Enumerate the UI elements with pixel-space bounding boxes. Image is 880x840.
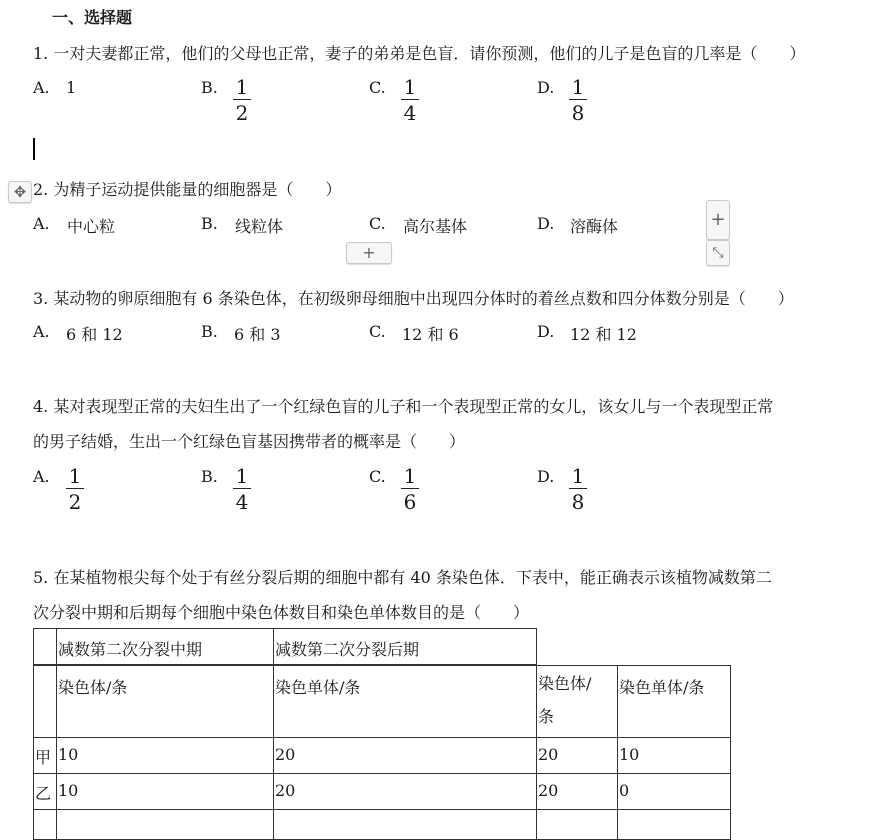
q2-option-a-text: 中心粒: [67, 217, 116, 236]
q4-option-b-fraction: [232, 465, 252, 513]
table-subheader-chromatid-mid: 染色单体/条: [274, 666, 537, 738]
q1-option-c-letter: C.: [369, 78, 386, 97]
q1-option-b-fraction: [232, 76, 252, 124]
q3-option-b-text: 6 和 3: [234, 325, 281, 344]
table-row: [34, 738, 731, 774]
table-row: [34, 774, 731, 810]
fraction-bar: [569, 488, 587, 489]
text-cursor: [33, 138, 35, 160]
fraction-numerator: 1: [235, 75, 249, 99]
q4-option-d-fraction: [568, 465, 588, 513]
question-4-stem-line-2: 的男子结婚，生出一个红绿色盲基因携带者的概率是（ ）: [33, 432, 466, 451]
q1-option-b-letter: B.: [201, 78, 218, 97]
fraction-denominator: 8: [571, 490, 585, 514]
move-handle-icon[interactable]: ✥: [8, 181, 32, 203]
cell-value: [57, 810, 274, 840]
table-label-cell: [34, 666, 57, 738]
fraction-numerator: 1: [403, 464, 417, 488]
add-column-button[interactable]: +: [706, 200, 730, 240]
fraction-denominator: 6: [403, 490, 417, 514]
fraction-denominator: 2: [68, 490, 82, 514]
table-row: [34, 810, 731, 840]
fraction-denominator: 2: [235, 101, 249, 125]
q1-option-d-letter: D.: [537, 78, 555, 97]
cell-value: 10: [57, 774, 274, 810]
subheader-line-2: 条: [538, 707, 555, 726]
fraction-numerator: 1: [235, 464, 249, 488]
cell-value: 20: [537, 774, 618, 810]
table-subheader-chromatid-late: 染色单体/条: [618, 666, 731, 738]
cell-value: [274, 810, 537, 840]
q3-option-a-text: 6 和 12: [66, 325, 123, 344]
fraction-denominator: 4: [403, 101, 417, 125]
row-label: 乙: [34, 774, 57, 810]
subheader-line-1: 染色体/: [538, 674, 592, 693]
fraction-denominator: 8: [571, 101, 585, 125]
q4-option-b-letter: B.: [201, 467, 218, 486]
cell-value: [618, 810, 731, 840]
fraction-numerator: 1: [571, 464, 585, 488]
q2-option-d-text: 溶酶体: [570, 217, 619, 236]
table-header-mid-phase: 减数第二次分裂中期: [57, 629, 274, 665]
q1-option-a-value: 1: [66, 78, 77, 97]
cell-value: 20: [537, 738, 618, 774]
fraction-numerator: 1: [571, 75, 585, 99]
question-1-stem: 1. 一对夫妻都正常，他们的父母也正常，妻子的弟弟是色盲．请你预测，他们的儿子是色盲的几率是（ ）: [33, 44, 806, 63]
table-subheader-chromosome-mid: 染色体/条: [57, 666, 274, 738]
fraction-bar: [569, 99, 587, 100]
add-row-button[interactable]: +: [346, 242, 392, 264]
q4-option-d-letter: D.: [537, 467, 555, 486]
cell-value: 20: [274, 774, 537, 810]
cell-value: 0: [618, 774, 731, 810]
question-2-stem: 2. 为精子运动提供能量的细胞器是（ ）: [33, 180, 342, 199]
cell-value: 10: [618, 738, 731, 774]
q3-option-b-letter: B.: [201, 322, 218, 341]
cell-value: [537, 810, 618, 840]
section-title: 一、选择题: [52, 8, 133, 27]
question-5-stem-line-1: 5. 在某植物根尖每个处于有丝分裂后期的细胞中都有 40 条染色体．下表中，能正确表示该植物减数第二: [33, 568, 772, 587]
row-label: [34, 810, 57, 840]
cell-value: 20: [274, 738, 537, 774]
question-3-stem: 3. 某动物的卵原细胞有 6 条染色体，在初级卵母细胞中出现四分体时的着丝点数和四分体数分别是（ ）: [33, 289, 794, 308]
q3-option-c-text: 12 和 6: [402, 325, 459, 344]
q2-option-b-letter: B.: [201, 214, 218, 233]
fraction-bar: [233, 488, 251, 489]
question-5-stem-line-2: 次分裂中期和后期每个细胞中染色体数目和染色单体数目的是（ ）: [33, 603, 530, 622]
q2-option-b-text: 线粒体: [235, 217, 284, 236]
q4-option-c-letter: C.: [369, 467, 386, 486]
q2-option-c-letter: C.: [369, 214, 386, 233]
q3-option-d-letter: D.: [537, 322, 555, 341]
resize-table-icon[interactable]: ⤡: [706, 240, 730, 266]
table-header-late-phase: 减数第二次分裂后期: [274, 629, 537, 665]
fraction-numerator: 1: [403, 75, 417, 99]
q1-option-a-letter: A.: [33, 78, 50, 97]
q2-option-a-letter: A.: [33, 214, 50, 233]
q4-option-c-fraction: [400, 465, 420, 513]
question-4-stem-line-1: 4. 某对表现型正常的夫妇生出了一个红绿色盲的儿子和一个表现型正常的女儿，该女儿与一个表现型正常: [33, 397, 774, 416]
q2-option-c-text: 高尔基体: [403, 217, 468, 236]
q1-option-c-fraction: [400, 76, 420, 124]
table-corner-cell: [34, 629, 57, 665]
q2-option-d-letter: D.: [537, 214, 555, 233]
fraction-denominator: 4: [235, 490, 249, 514]
fraction-bar: [401, 99, 419, 100]
fraction-bar: [233, 99, 251, 100]
answer-table-header: [33, 628, 537, 665]
q4-option-a-letter: A.: [33, 467, 50, 486]
fraction-bar: [401, 488, 419, 489]
q4-option-a-fraction: [65, 465, 85, 513]
answer-table: [33, 665, 731, 840]
q3-option-c-letter: C.: [369, 322, 386, 341]
fraction-numerator: 1: [68, 464, 82, 488]
q3-option-d-text: 12 和 12: [570, 325, 637, 344]
q1-option-d-fraction: [568, 76, 588, 124]
row-label: 甲: [34, 738, 57, 774]
table-subheader-chromosome-late: [537, 666, 618, 738]
cell-value: 10: [57, 738, 274, 774]
q3-option-a-letter: A.: [33, 322, 50, 341]
fraction-bar: [66, 488, 84, 489]
